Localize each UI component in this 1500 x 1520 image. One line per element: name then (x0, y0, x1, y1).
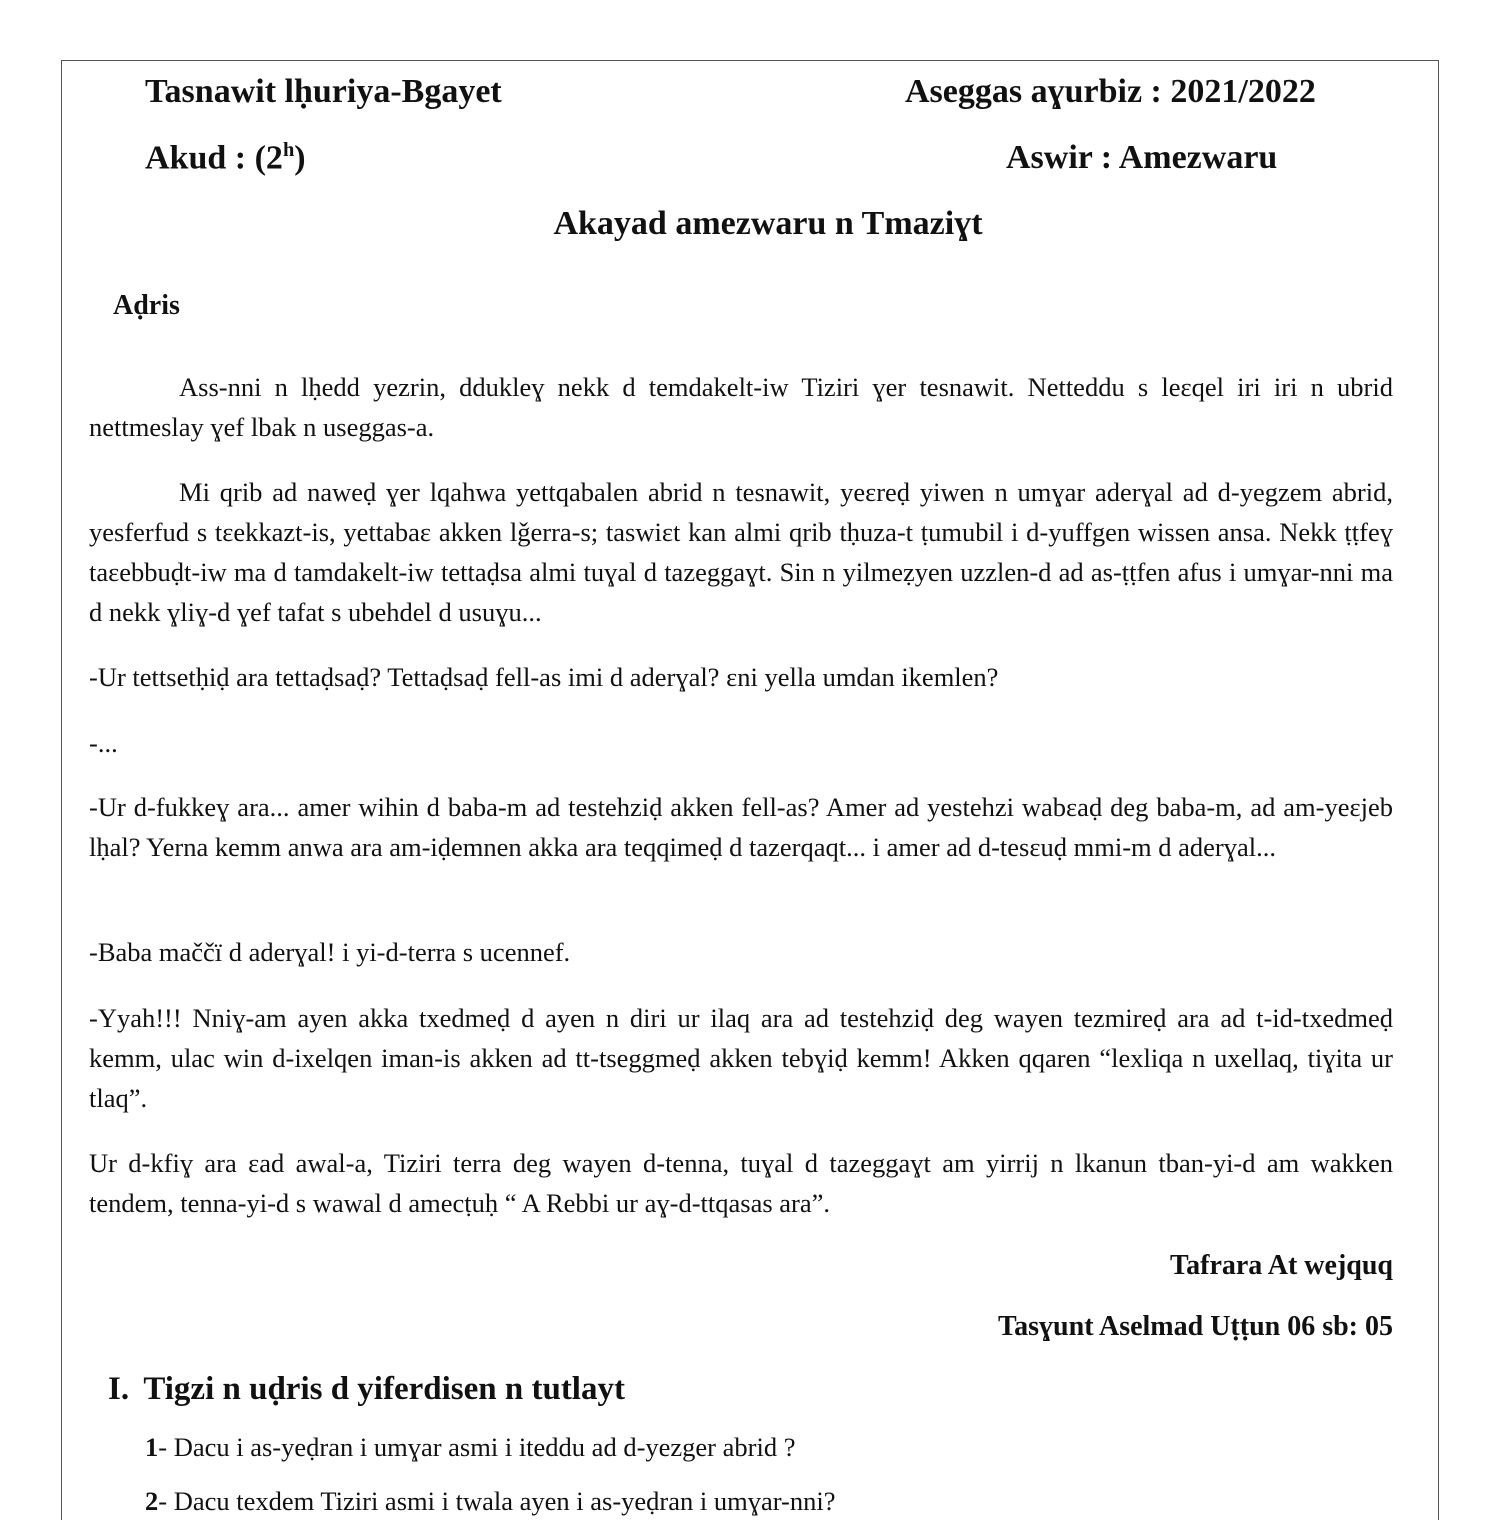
paragraph-7: -Yyah!!! Nniɣ-am ayen akka txedmeḍ d ayen n diri ur ilaq ara ad testehziḍ deg wayen tezmireḍ ara ad t-id-txedmeḍ kemm, ulac win d-ixelqen iman-is akken ad tt-tseggmeḍ akken tebɣiḍ kemm! Akken qqaren “lexliqa n uxellaq, tiɣita ur tlaq”. (89, 1003, 1393, 1113)
paragraph-5: -Ur d-fukkeɣ ara... amer wihin d baba-m ad testehziḍ akken fell-as? Amer ad yestehzi wabɛaḍ deg baba-m, ad am-yeɛjeb lḥal? Yerna kemm anwa ara am-iḍemnen akka ara teqqimeḍ d tazerqaqt... i amer ad d-tesɛuḍ mmi-m d aderɣal... (89, 792, 1393, 862)
exam-duration: Akud : (2$^h$) (145, 139, 306, 177)
section-heading (108, 1371, 625, 1408)
text-heading: Aḍris (113, 290, 180, 321)
section-title: Tigzi n uḍris d yiferdisen n tutlayt (143, 1371, 625, 1407)
source-reference: Tasɣunt Aselmad Uṭṭun 06 sb: 05 (998, 1311, 1393, 1342)
paragraph-8: Ur d-kfiɣ ara ɛad awal-a, Tiziri terra deg wayen d-tenna, tuɣal d tazeggaɣt am yirrij n lkanun tban-yi-d am wakken tendem, tenna-yi-d s wawal d amecṭuḥ “ A Rebbi ur aɣ-d-ttqasas ara”. (89, 1148, 1393, 1218)
question-1: 1- Dacu i as-yeḍran i umɣar asmi i iteddu ad d-yezger abrid ? (145, 1432, 796, 1462)
section-numeral: I. (108, 1371, 130, 1407)
source-author: Tafrara At wejquq (1170, 1250, 1393, 1281)
paragraph-4: -... (89, 728, 118, 758)
paragraph-3: -Ur tettsetḥiḍ ara tettaḍsaḍ? Tettaḍsaḍ fell-as imi d aderɣal? ɛni yella umdan ikemlen? (89, 662, 999, 692)
school-year: Aseggas aɣurbiz : 2021/2022 (905, 73, 1316, 110)
school-name: Tasnawit lḥuriya-Bgayet (145, 73, 502, 110)
question-2: 2- Dacu texdem Tiziri asmi i twala ayen i as-yeḍran i umɣar-nni? (145, 1486, 836, 1516)
paragraph-2: Mi qrib ad naweḍ ɣer lqahwa yettqabalen abrid n tesnawit, yeɛreḍ yiwen n umɣar aderɣal ad d-yegzem abrid, yesferfud s tɛekkazt-is, yettabaɛ akken lǧerra-s; taswiɛt kan almi qrib tḥuza-t ṭumubil i d-yuffgen wissen ansa. Nekk ṭṭfeɣ taɛebbuḍt-iw ma d tamdakelt-iw tettaḍsa almi tuɣal d tazeggaɣt. Sin n yilmeẓyen uzzlen-d ad as-ṭṭfen afus i umɣar-nni ma d nekk ɣliɣ-d ɣef tafat s ubehdel d usuɣu... (89, 477, 1393, 627)
paragraph-6: -Baba maččï d aderɣal! i yi-d-terra s ucennef. (89, 937, 571, 967)
exam-title: Akayad amezwaru n Tmaziɣt (553, 205, 983, 242)
class-level: Aswir : Amezwaru (1006, 139, 1278, 176)
paragraph-1: Ass-nni n lḥedd yezrin, ddukleɣ nekk d temdakelt-iw Tiziri ɣer tesnawit. Netteddu s leɛqel iri iri n ubrid nettmeslay ɣef lbak n useggas-a. (89, 372, 1393, 442)
